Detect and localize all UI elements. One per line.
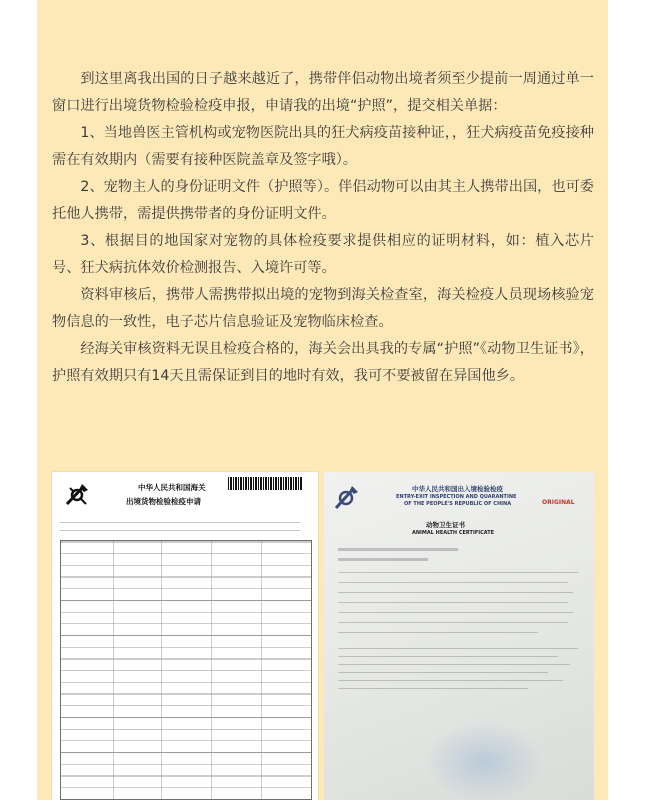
cert-header-cn: 中华人民共和国出入境检验检疫 xyxy=(412,485,503,493)
paragraph-item-1: 1、当地兽医主管机构或宠物医院出具的狂犬病疫苗接种证，，狂犬病疫苗免疫接种需在有效期内（需要有接种医院盖章及签字哦）。 xyxy=(52,125,594,168)
official-seal-watermark xyxy=(424,722,544,800)
customs-emblem-icon xyxy=(64,482,90,508)
barcode xyxy=(228,477,302,490)
declaration-form-image xyxy=(52,472,318,800)
inspection-emblem-icon xyxy=(332,484,360,512)
original-mark: ORIGINAL xyxy=(542,499,575,506)
article-body xyxy=(52,66,594,390)
cert-title-cn: 动物卫生证书 xyxy=(426,521,465,529)
document-photos xyxy=(52,472,594,800)
cert-header-en-2: OF THE PEOPLE'S REPUBLIC OF CHINA xyxy=(404,501,512,507)
paragraph-item-3: 3、根据目的地国家对宠物的具体检疫要求提供相应的证明材料，如：植入芯片号、狂犬病抗体效价检测报告、入境许可等。 xyxy=(52,233,594,276)
form-title-2: 出境货物检验检疫申请 xyxy=(126,497,201,506)
health-certificate-image xyxy=(324,472,594,800)
paragraph-certificate: 经海关审核资料无误且检疫合格的，海关会出具我的专属“护照”《动物卫生证书》，护照有效期只有14天且需保证到目的地时有效，我可不要被留在异国他乡。 xyxy=(52,341,594,384)
paragraph-review: 资料审核后，携带人需携带拟出境的宠物到海关检查室，海关检疫人员现场核验宠物信息的一致性，电子芯片信息验证及宠物临床检查。 xyxy=(52,287,594,330)
cert-title-en: ANIMAL HEALTH CERTIFICATE xyxy=(412,530,495,536)
cert-header-en-1: ENTRY-EXIT INSPECTION AND QUARANTINE xyxy=(396,494,517,500)
paragraph-item-2: 2、宠物主人的身份证明文件（护照等）。伴侣动物可以由其主人携带出国，也可委托他人携带，需提供携带者的身份证明文件。 xyxy=(52,179,594,222)
form-grid xyxy=(60,540,312,800)
form-title-1: 中华人民共和国海关 xyxy=(138,483,206,492)
paragraph-intro: 到这里离我出国的日子越来越近了，携带伴侣动物出境者须至少提前一周通过单一窗口进行出境货物检验检疫申报，申请我的出境“护照”，提交相关单据： xyxy=(52,71,594,114)
